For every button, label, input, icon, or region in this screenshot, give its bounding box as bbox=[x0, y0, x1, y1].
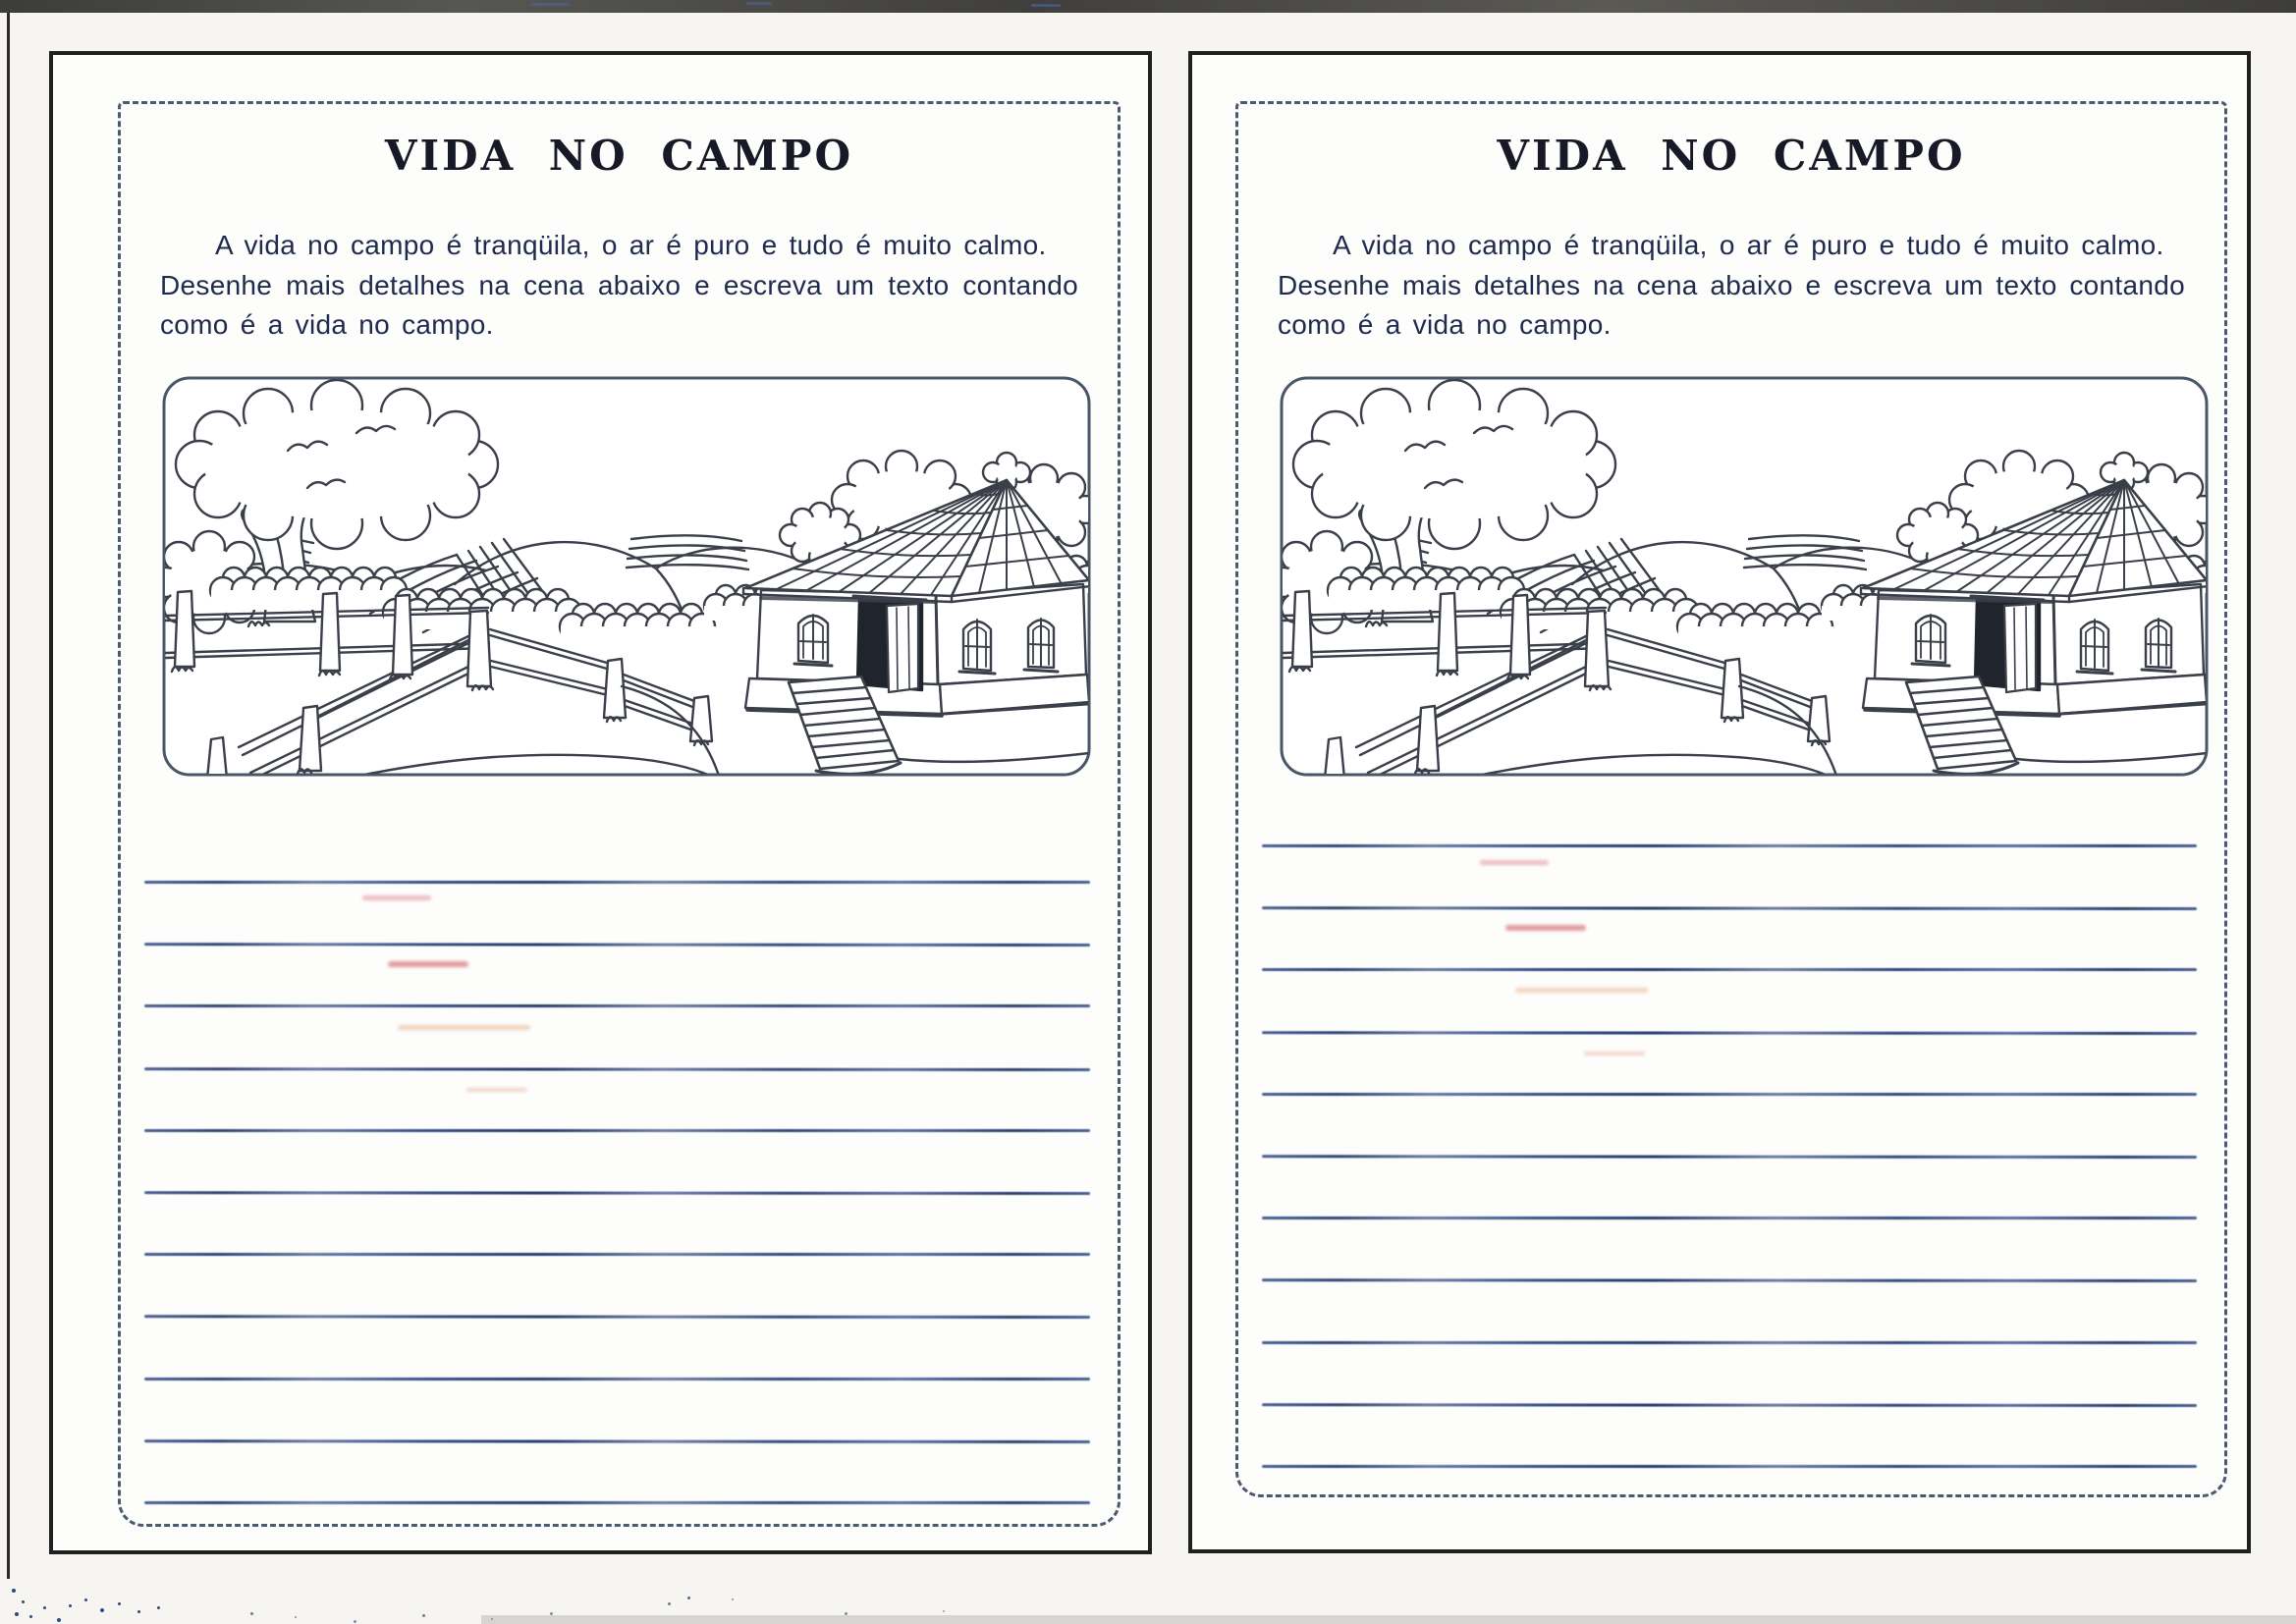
writing-line bbox=[144, 881, 1090, 884]
scan-artifact bbox=[1480, 860, 1549, 865]
writing-line bbox=[144, 1439, 1090, 1443]
bottom-scan-shadow bbox=[481, 1615, 2296, 1624]
scan-speckle bbox=[118, 1602, 121, 1605]
scan-speckle bbox=[295, 1616, 297, 1618]
writing-line bbox=[144, 1501, 1090, 1504]
scan-speckle bbox=[69, 1604, 72, 1607]
scan-speckle bbox=[250, 1612, 253, 1615]
worksheet-dashed-border bbox=[118, 101, 1121, 1527]
writing-line bbox=[1262, 1465, 2197, 1468]
instructions-sentence-1: A vida no campo é tranqüila, o ar é puro e tudo é muito calmo. bbox=[215, 230, 1047, 260]
scan-speckle bbox=[29, 1615, 32, 1618]
worksheet-title: VIDA NO CAMPO bbox=[1497, 132, 1966, 180]
writing-line bbox=[144, 1253, 1090, 1256]
writing-line bbox=[1262, 1278, 2197, 1282]
scan-speckle bbox=[84, 1598, 87, 1601]
scan-speckle bbox=[57, 1618, 61, 1622]
writing-line bbox=[1262, 844, 2197, 847]
scan-speckle bbox=[137, 1610, 140, 1613]
writing-line bbox=[1262, 906, 2197, 910]
writing-line bbox=[144, 1378, 1090, 1380]
worksheet-instructions bbox=[1278, 226, 2185, 346]
instructions-sentence-1: A vida no campo é tranqüila, o ar é puro e tudo é muito calmo. bbox=[1333, 230, 2164, 260]
worksheet-page-left bbox=[49, 51, 1152, 1554]
scan-speckle bbox=[354, 1620, 356, 1623]
countryside-illustration bbox=[160, 374, 1093, 779]
writing-line bbox=[1262, 1403, 2197, 1407]
top-scan-mark bbox=[1031, 4, 1061, 7]
scan-speckle bbox=[22, 1600, 25, 1603]
writing-lines bbox=[144, 881, 1090, 1563]
writing-line bbox=[1262, 1155, 2197, 1159]
scan-speckle bbox=[668, 1602, 671, 1605]
scan-speckle bbox=[732, 1598, 734, 1600]
top-scan-mark bbox=[530, 3, 570, 6]
scan-artifact bbox=[1584, 1052, 1645, 1056]
scan-speckle bbox=[157, 1606, 160, 1609]
scan-artifact bbox=[1505, 925, 1586, 931]
scan-artifact bbox=[398, 1025, 530, 1030]
writing-line bbox=[1262, 1093, 2197, 1096]
scan-speckle bbox=[491, 1618, 493, 1620]
writing-line bbox=[144, 1315, 1090, 1319]
writing-line bbox=[1262, 1341, 2197, 1344]
instructions-sentence-2: Desenhe mais detalhes na cena abaixo e escreva um texto contando como é a vida no campo. bbox=[160, 269, 1078, 341]
instructions-sentence-2: Desenhe mais detalhes na cena abaixo e escreva um texto contando como é a vida no campo. bbox=[1278, 269, 2185, 341]
writing-line bbox=[144, 943, 1090, 947]
top-scan-mark bbox=[746, 2, 772, 5]
writing-line bbox=[1262, 968, 2197, 971]
worksheet-title: VIDA NO CAMPO bbox=[384, 132, 854, 180]
writing-line bbox=[144, 1129, 1090, 1132]
writing-line bbox=[144, 1004, 1090, 1007]
left-scan-edge bbox=[7, 13, 10, 1579]
scan-artifact bbox=[362, 895, 431, 900]
scan-speckle bbox=[943, 1610, 945, 1612]
scan-artifact bbox=[466, 1088, 527, 1092]
writing-line bbox=[1262, 1031, 2197, 1035]
worksheet-page-right bbox=[1188, 51, 2251, 1553]
scan-speckle bbox=[43, 1606, 46, 1609]
countryside-illustration bbox=[1278, 374, 2211, 779]
scan-artifact bbox=[388, 961, 468, 967]
scan-speckle bbox=[12, 1589, 16, 1593]
scan-speckle bbox=[422, 1614, 425, 1617]
scan-speckle bbox=[100, 1608, 104, 1612]
scan-artifact bbox=[1515, 988, 1648, 993]
scan-speckle bbox=[550, 1612, 553, 1615]
top-scan-edge bbox=[0, 0, 2296, 13]
writing-line bbox=[144, 1191, 1090, 1195]
scan-speckle bbox=[845, 1612, 847, 1615]
writing-lines bbox=[1262, 844, 2197, 1527]
writing-line bbox=[1262, 1217, 2197, 1219]
writing-line bbox=[144, 1067, 1090, 1071]
scan-speckle bbox=[15, 1612, 19, 1616]
worksheet-dashed-border bbox=[1235, 101, 2227, 1497]
scan-speckle bbox=[687, 1597, 690, 1599]
worksheet-instructions bbox=[160, 226, 1078, 346]
